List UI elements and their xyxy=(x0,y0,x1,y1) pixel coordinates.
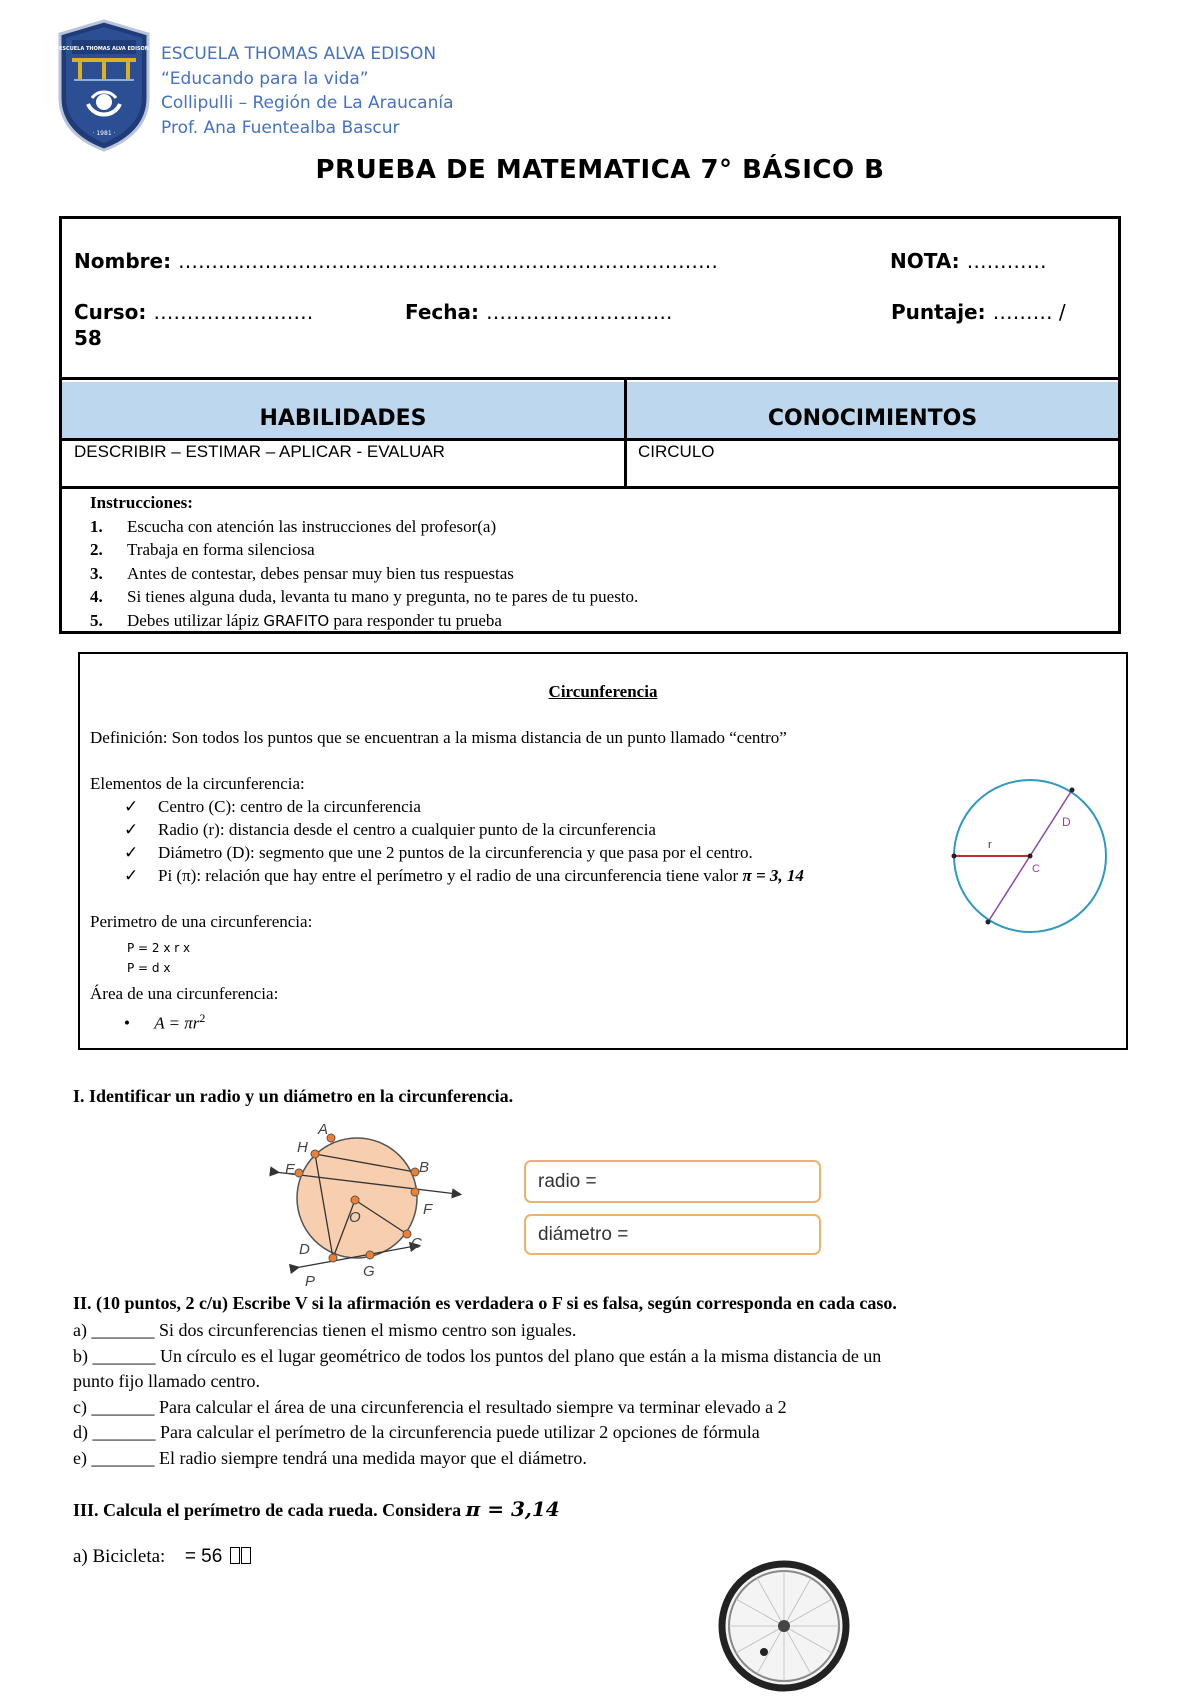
section-2-title: II. (10 puntos, 2 c/u) Escribe V si la afirmación es verdadera o F si es falsa, según corresponda en cada caso. xyxy=(73,1293,897,1313)
instruction-item: 1. Escucha con atención las instrucciones del profesor(a) xyxy=(90,516,497,536)
point-D: D xyxy=(299,1241,310,1258)
fecha-label: Fecha: xyxy=(405,300,480,324)
elements-list xyxy=(80,795,804,887)
list-item[interactable]: d) _______ Para calcular el perímetro de la circunferencia puede utilizar 2 opciones de fórmula xyxy=(73,1422,760,1442)
puntaje-total: 58 xyxy=(74,326,102,350)
section-1-diagram xyxy=(265,1118,465,1288)
nota-dots: ………… xyxy=(966,249,1047,273)
logo-text-top: ESCUELA THOMAS ALVA EDISON xyxy=(59,46,149,52)
school-motto: “Educando para la vida” xyxy=(161,68,369,89)
point-O: O xyxy=(349,1209,361,1226)
puntaje-dots: ……… / xyxy=(992,300,1066,324)
diametro-answer-box[interactable] xyxy=(524,1214,821,1255)
nombre-field[interactable] xyxy=(74,249,718,273)
puntaje-field[interactable] xyxy=(891,300,1066,324)
divider xyxy=(62,377,1118,380)
elements-title: Elementos de la circunferencia: xyxy=(90,774,305,793)
divider xyxy=(62,438,1118,441)
curso-dots: …………………… xyxy=(153,300,314,324)
perimeter-formula-1: P = 2 x r x xyxy=(127,941,191,955)
unit-placeholder-icon xyxy=(230,1547,240,1564)
definition-heading: Circunferencia xyxy=(548,682,658,701)
puntaje-label: Puntaje: xyxy=(891,300,986,324)
point-G: G xyxy=(363,1263,375,1280)
list-item: ✓ Diámetro (D): segmento que une 2 puntos de la circunferencia y que pasa por el centro. xyxy=(124,843,753,862)
section-1-title: I. Identificar un radio y un diámetro en la circunferencia. xyxy=(73,1086,514,1106)
answer-blank[interactable]: _______ xyxy=(92,1345,156,1366)
diametro-label: diámetro = xyxy=(538,1223,629,1245)
radio-label: radio = xyxy=(538,1170,597,1192)
area-title: Área de una circunferencia: xyxy=(90,984,279,1003)
fecha-dots: ………………………. xyxy=(485,300,673,324)
page-title: PRUEBA DE MATEMATICA 7° BÁSICO B xyxy=(315,155,885,185)
definition-box xyxy=(78,652,1128,1050)
answer-blank[interactable]: _______ xyxy=(91,1396,155,1417)
perimeter-title: Perimetro de una circunferencia: xyxy=(90,912,313,931)
bicycle-wheel-icon xyxy=(718,1560,850,1692)
bicycle-item xyxy=(73,1546,251,1568)
conocimientos-header: CONOCIMIENTOS xyxy=(767,406,978,431)
instructions-title: Instrucciones: xyxy=(90,493,193,512)
school-location: Collipulli – Región de La Araucanía xyxy=(161,93,454,113)
teacher-name: Prof. Ana Fuentealba Bascur xyxy=(161,117,400,138)
list-item[interactable]: a) _______ Si dos circunferencias tienen el mismo centro son iguales. xyxy=(73,1320,577,1340)
bicycle-diameter: = 56 xyxy=(184,1546,223,1567)
list-item-continued: punto fijo llamado centro. xyxy=(73,1371,260,1391)
conocimientos-value: CIRCULO xyxy=(638,442,715,461)
answer-blank[interactable]: _______ xyxy=(91,1320,155,1340)
point-P: P xyxy=(305,1273,316,1288)
list-item: ✓ Centro (C): centro de la circunferencia xyxy=(124,797,421,816)
point-C: C xyxy=(411,1235,422,1252)
bicycle-label: a) Bicicleta: xyxy=(73,1546,166,1567)
nota-label: NOTA: xyxy=(890,249,960,273)
instructions xyxy=(90,491,638,633)
point-H: H xyxy=(297,1139,308,1156)
student-info-box xyxy=(59,216,1121,634)
divider xyxy=(624,377,627,487)
nombre-dots: ……………………………………………………………………… xyxy=(178,249,719,273)
list-item[interactable]: c) _______ Para calcular el área de una circunferencia el resultado siempre va terminar elevado a 2 xyxy=(73,1396,787,1417)
unit-placeholder-icon xyxy=(241,1547,251,1564)
point-B: B xyxy=(419,1159,430,1176)
label-r: r xyxy=(988,839,992,851)
curso-field[interactable] xyxy=(74,300,313,324)
point-E: E xyxy=(285,1161,296,1178)
school-logo xyxy=(54,18,154,152)
instruction-item: 5. Debes utilizar lápiz GRAFITO para responder tu prueba xyxy=(90,610,502,630)
habilidades-header: HABILIDADES xyxy=(259,406,427,431)
label-D: D xyxy=(1062,815,1071,829)
list-item: ✓ Radio (r): distancia desde el centro a cualquier punto de la circunferencia xyxy=(124,820,656,839)
list-item[interactable]: e) _______ El radio siempre tendrá una medida mayor que el diámetro. xyxy=(73,1447,587,1468)
section-3-title: III. Calcula el perímetro de cada rueda. Considera π = 3,14 xyxy=(73,1497,560,1521)
habilidades-value: DESCRIBIR – ESTIMAR – APLICAR - EVALUAR xyxy=(74,442,445,461)
perimeter-formula-2: P = d x xyxy=(127,961,171,975)
definition-text: Definición: Son todos los puntos que se encuentran a la misma distancia de un punto llamado “centro” xyxy=(90,728,787,747)
answer-blank[interactable]: _______ xyxy=(92,1422,156,1442)
list-item[interactable]: b) _______ Un círculo es el lugar geométrico de todos los puntos del plano que están a la misma distancia de un xyxy=(73,1345,882,1366)
divider xyxy=(62,486,1118,489)
label-C: C xyxy=(1032,863,1040,875)
area-formula: • $A = \pi r^2$ xyxy=(124,1011,206,1033)
list-item: ✓ Pi (π): relación que hay entre el perímetro y el radio de una circunferencia tiene valor π = 3, 14 xyxy=(124,866,804,885)
circle-elements-diagram xyxy=(950,776,1110,936)
point-A: A xyxy=(318,1121,329,1138)
logo-text-bottom: · 1981 · xyxy=(92,130,116,137)
school-info xyxy=(161,42,454,140)
nota-field[interactable] xyxy=(890,249,1047,273)
true-false-list xyxy=(73,1318,881,1471)
radio-answer-box[interactable] xyxy=(524,1160,821,1203)
point-F: F xyxy=(423,1201,433,1218)
instruction-item: 3. Antes de contestar, debes pensar muy bien tus respuestas xyxy=(90,563,514,583)
instruction-item: 4. Si tienes alguna duda, levanta tu mano y pregunta, no te pares de tu puesto. xyxy=(90,587,639,606)
answer-blank[interactable]: _______ xyxy=(91,1447,155,1468)
instruction-item: 2. Trabaja en forma silenciosa xyxy=(90,540,315,559)
fecha-field[interactable] xyxy=(405,300,672,324)
curso-label: Curso: xyxy=(74,300,147,324)
nombre-label: Nombre: xyxy=(74,249,172,273)
school-name: ESCUELA THOMAS ALVA EDISON xyxy=(161,44,437,64)
